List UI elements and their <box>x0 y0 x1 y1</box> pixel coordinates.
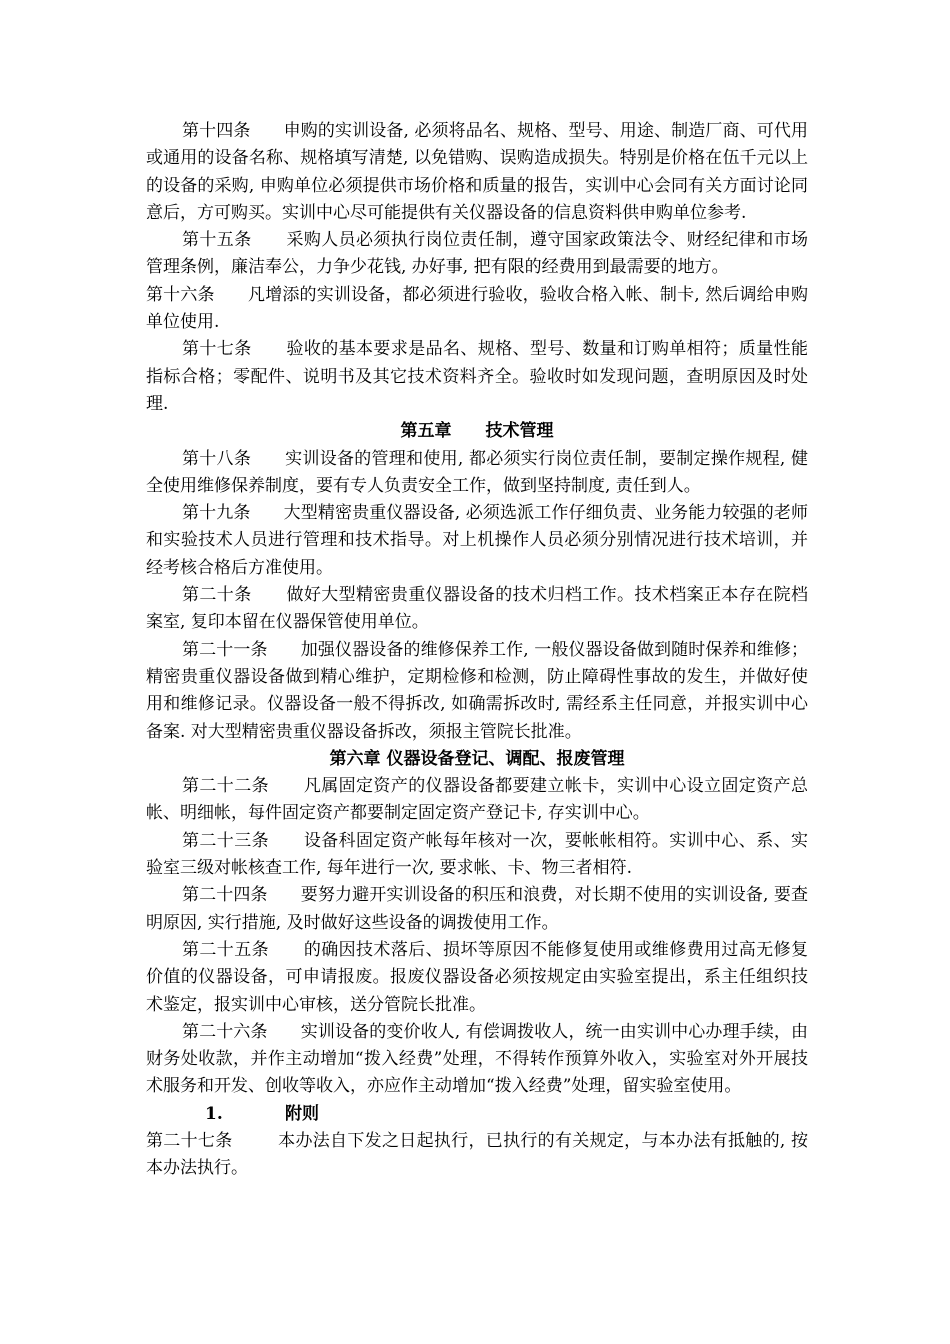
article-25 <box>146 937 808 1019</box>
article-14 <box>146 118 808 227</box>
document-body <box>146 118 808 1183</box>
article-text: 做好大型精密贵重仪器设备的技术归档工作。技术档案正本存在院档案室, 复印本留在仪器保管使用单位。 <box>146 585 809 633</box>
article-23 <box>146 828 808 883</box>
article-text: 加强仪器设备的维修保养工作, 一般仪器设备做到随时保养和维修；精密贵重仪器设备做到精心维护，定期检修和检测，防止障碍性事故的发生，并做好使用和维修记录。仪器设备一般不得拆改, 如确需拆改时, 需经系主任同意，并报实训中心备案. 对大型精密贵重仪器设备拆改，须报主管院长批准。 <box>146 639 808 742</box>
article-15 <box>146 227 808 282</box>
article-17 <box>146 336 808 418</box>
article-number: 第十八条 <box>182 448 252 469</box>
article-20 <box>146 582 808 637</box>
article-number: 第二十三条 <box>182 830 269 851</box>
article-18 <box>146 446 808 501</box>
annex-heading <box>146 1101 808 1128</box>
article-number: 第二十五条 <box>182 939 269 960</box>
article-22 <box>146 773 808 828</box>
article-text: 要努力避开实训设备的积压和浪费，对长期不使用的实训设备, 要查明原因, 实行措施, 及时做好这些设备的调拨使用工作。 <box>146 885 808 933</box>
article-text: 实训设备的变价收人, 有偿调拨收人，统一由实训中心办理手续，由财务处收款，并作主动增加“拨入经费”处理，不得转作预算外收入，实验室对外开展技术服务和开发、创收等收入，亦应作主动增加“拨入经费”处理，留实验室使用。 <box>146 1021 808 1097</box>
article-text: 本办法自下发之日起执行，已执行的有关规定，与本办法有抵触的, 按本办法执行。 <box>146 1130 808 1179</box>
article-number: 第十七条 <box>182 339 252 360</box>
article-text: 凡增添的实训设备，都必须进行验收，验收合格入帐、制卡, 然后调给申购单位使用. <box>146 284 808 333</box>
article-number: 第二十一条 <box>182 639 268 660</box>
article-21 <box>146 637 808 746</box>
article-text: 的确因技术落后、损坏等原因不能修复使用或维修费用过高无修复价值的仪器设备，可申请报废。报废仪器设备必须按规定由实验室提出，系主任组织技术鉴定，报实训中心审核，送分管院长批准。 <box>146 939 808 1015</box>
article-19 <box>146 500 808 582</box>
article-number: 第十六条 <box>146 284 215 305</box>
annex-title: 附则 <box>285 1103 319 1124</box>
article-number: 第二十七条 <box>146 1130 233 1151</box>
article-number: 第二十条 <box>182 585 252 606</box>
article-number: 第十五条 <box>182 230 252 251</box>
chapter-6-heading: 第六章 仪器设备登记、调配、报废管理 <box>329 748 625 769</box>
article-text: 大型精密贵重仪器设备, 必须选派工作仔细负责、业务能力较强的老师和实验技术人员进行管理和技术指导。对上机操作人员必须分别情况进行技术培训，并经考核合格后方准使用。 <box>146 503 808 578</box>
article-text: 验收的基本要求是品名、规格、型号、数量和订购单相符；质量性能指标合格；零配件、说明书及其它技术资料齐全。验收时如发现问题，查明原因及时处理. <box>146 339 809 414</box>
article-16 <box>146 282 808 337</box>
annex-number: 1. <box>205 1103 223 1124</box>
article-number: 第二十二条 <box>182 776 269 797</box>
chapter-5-heading: 第五章 技术管理 <box>400 421 554 442</box>
article-text: 采购人员必须执行岗位责任制，遵守国家政策法令、财经纪律和市场管理条例，廉洁奉公，力争少花钱, 办好事, 把有限的经费用到最需要的地方。 <box>146 230 809 278</box>
article-text: 设备科固定资产帐每年核对一次，要帐帐相符。实训中心、系、实验室三级对帐核查工作, 每年进行一次, 要求帐、卡、物三者相符. <box>146 830 808 879</box>
article-27 <box>146 1128 808 1183</box>
article-text: 实训设备的管理和使用, 都必须实行岗位责任制，要制定操作规程, 健全使用维修保养制度，要有专人负责安全工作，做到坚持制度, 责任到人。 <box>146 448 808 496</box>
article-text: 凡属固定资产的仪器设备都要建立帐卡，实训中心设立固定资产总帐、明细帐，每件固定资产都要制定固定资产登记卡, 存实训中心。 <box>146 776 808 824</box>
article-24 <box>146 882 808 937</box>
article-26 <box>146 1019 808 1101</box>
article-number: 第二十六条 <box>182 1021 268 1042</box>
article-number: 第二十四条 <box>182 885 268 906</box>
article-number: 第十九条 <box>182 503 251 524</box>
article-number: 第十四条 <box>182 121 251 141</box>
article-text: 申购的实训设备, 必须将品名、规格、型号、用途、制造厂商、可代用或通用的设备名称、规格填写清楚, 以免错购、误购造成损失。特别是价格在伍千元以上的设备的采购, 申购单位必须提供市场价格和质量的报告，实训中心会同有关方面讨论同意后，方可购买。实训中心尽可能提供有关仪器设备的信息资料供申购单位参考. <box>146 121 808 223</box>
